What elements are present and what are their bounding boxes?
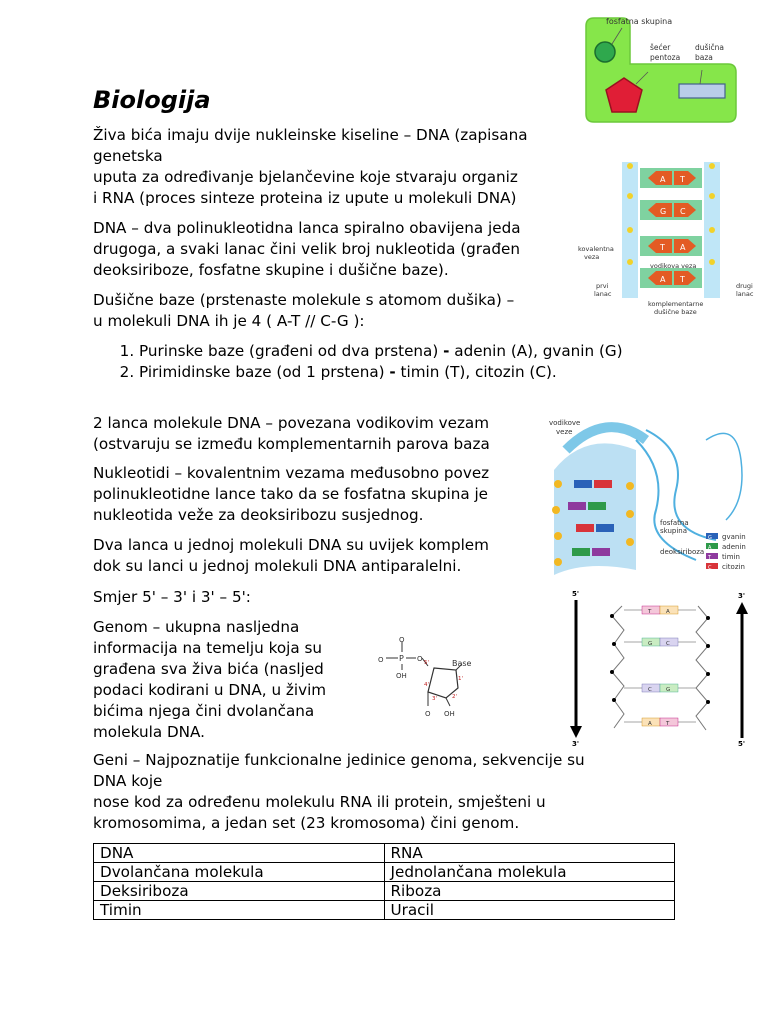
text-line: građena sva živa bića (nasljed [93, 660, 324, 678]
base-rectangle [679, 84, 725, 98]
direction-label: 3' [738, 592, 746, 600]
text-line: informacija na temelju koja su [93, 639, 323, 657]
carbon-number: 4' [424, 682, 430, 688]
phosphate-dot [626, 510, 634, 518]
base-label: dušična [695, 43, 724, 52]
base-letter: T [666, 721, 670, 727]
phosphate-dot [554, 480, 562, 488]
phosphate-dot [706, 672, 710, 676]
oxygen-label: O [425, 710, 431, 718]
direction-label: 5' [738, 740, 746, 748]
base-pair-row [640, 200, 702, 220]
phosphate-dot [706, 644, 710, 648]
text-line: podaci kodirani u DNA, u živim [93, 681, 327, 699]
phosphate-dot [627, 259, 633, 265]
phosphate-dot [610, 614, 614, 618]
table-row [94, 901, 675, 920]
base-letter: A [666, 609, 670, 615]
paragraph-dna-chains [93, 218, 521, 281]
base-block [576, 524, 594, 532]
paragraph-hydrogen-bonds [93, 413, 490, 455]
table-cell: DNA [94, 844, 385, 863]
covalent-bond-label: veza [584, 253, 600, 261]
text-line: kromosomima, a jedan set (23 kromosoma) čini genom. [93, 814, 520, 832]
phosphate-dot [610, 670, 614, 674]
base-letter: T [648, 609, 652, 615]
base-pair [624, 606, 696, 615]
nucleotide-figure [582, 12, 742, 127]
hydrogen-bond-label: vodikova veza [650, 262, 697, 270]
text-line: Dva lanca u jednoj molekuli DNA su uvijek komplem [93, 536, 489, 554]
list-item [139, 362, 679, 383]
paragraph-direction [93, 587, 251, 608]
direction-label: 5' [572, 590, 580, 598]
paragraph-antiparallel [93, 535, 489, 577]
first-chain-label: lanac [594, 290, 612, 298]
legend-label: timin [722, 553, 740, 561]
phosphate-dot [627, 163, 633, 169]
arrow-head-icon [570, 726, 582, 738]
complementary-bases-label: komplementarne [648, 300, 704, 308]
hydrogen-bonds-label: vodikove [549, 419, 581, 427]
base-pair [624, 638, 696, 647]
sugar-label: pentoza [650, 53, 681, 62]
text-line: Genom – ukupna nasljedna [93, 618, 300, 636]
list-item-dash: - [443, 342, 450, 360]
table-cell: Timin [94, 901, 385, 920]
text-line: bićima njega čini dvolančana [93, 702, 315, 720]
phosphate-dot [706, 616, 710, 620]
hydroxyl-label: OH [396, 672, 407, 680]
phosphate-dot [612, 642, 616, 646]
phosphorus-label: P [399, 654, 404, 663]
carbon-number: 1' [458, 676, 464, 682]
nucleotide-background [586, 18, 736, 122]
legend-label: adenin [722, 543, 746, 551]
hydroxyl-label: OH [444, 710, 455, 718]
sugar-label: šećer [650, 43, 671, 52]
phosphate-dot [554, 532, 562, 540]
base-pair [624, 684, 696, 693]
phosphate-dot [709, 163, 715, 169]
text-line: i RNA (proces sinteze proteina iz upute u molekuli DNA) [93, 189, 517, 207]
legend-letter: A [708, 545, 712, 551]
phosphate-circle [595, 42, 615, 62]
base-block [574, 480, 592, 488]
paragraph-nucleic-acids [93, 125, 528, 209]
text-line: Nukleotidi – kovalentnim vezama međusobno povez [93, 464, 490, 482]
table-cell: Uracil [384, 901, 675, 920]
base-block [588, 502, 606, 510]
table-row [94, 863, 675, 882]
direction-label: 3' [572, 740, 580, 748]
carbon-number: 5' [424, 660, 430, 666]
base-block [596, 524, 614, 532]
second-chain-label: drugi [736, 282, 753, 290]
phosphate-dot [709, 193, 715, 199]
phosphate-group-label: fosfatna [660, 519, 689, 527]
legend-label: gvanin [722, 533, 746, 541]
base-label: baza [695, 53, 713, 62]
base-letter: T [680, 175, 685, 184]
carbon-number: 3' [432, 696, 438, 702]
phosphate-dot [626, 482, 634, 490]
oxygen-label: O [399, 636, 405, 644]
left-backbone [612, 606, 624, 728]
text-line: DNA – dva polinukleotidna lanca spiralno obavijena jeda [93, 219, 521, 237]
list-item-text: adenin (A), gvanin (G) [449, 342, 623, 360]
text-line: u molekuli DNA ih je 4 ( A-T // C-G ): [93, 312, 365, 330]
second-chain-label: lanac [736, 290, 754, 298]
phosphate-dot [627, 227, 633, 233]
text-line: Smjer 5' – 3' i 3' – 5': [93, 588, 251, 606]
phosphate-dot [612, 698, 616, 702]
arrow-head-icon [736, 602, 748, 614]
text-line: drugoga, a svaki lanac čini velik broj nukleotida (građen [93, 240, 520, 258]
phosphate-dot [626, 538, 634, 546]
list-item [139, 341, 679, 362]
legend-letter: C [708, 565, 712, 571]
right-backbone [696, 606, 708, 730]
table-cell: Dvolančana molekula [94, 863, 385, 882]
table-cell: Jednolančana molekula [384, 863, 675, 882]
base-pair [624, 718, 696, 727]
table-cell: Deksiriboza [94, 882, 385, 901]
text-line: nukleotida veže za deoksiribozu susjednog. [93, 506, 424, 524]
first-chain-label: prvi [596, 282, 609, 290]
base-pair-row [640, 236, 702, 256]
base-pair-row [640, 268, 702, 288]
base-block [592, 548, 610, 556]
base-letter: A [648, 721, 652, 727]
paragraph-genes [93, 750, 585, 834]
list-item-dash: - [389, 363, 396, 381]
text-line: dok su lanci u jednoj molekuli DNA antiparalelni. [93, 557, 462, 575]
text-line: uputa za određivanje bjelančevine koje stvaraju organiz [93, 168, 518, 186]
text-line: Geni – Najpoznatije funkcionalne jedinice genoma, sekvencije su [93, 751, 585, 769]
table-row [94, 844, 675, 863]
base-letter: A [680, 243, 686, 252]
phosphate-dot [709, 227, 715, 233]
base-letter: G [666, 687, 671, 693]
deoxyribose-label: deoksiriboza [660, 548, 705, 556]
base-letter: A [660, 175, 666, 184]
deoxyribose-figure [372, 636, 482, 722]
base-letter: G [660, 207, 667, 216]
phosphate-o-label: O [378, 656, 384, 664]
covalent-bond-label: kovalentna [578, 245, 614, 253]
base-letter: T [680, 275, 685, 284]
legend-letter: T [708, 555, 712, 561]
base-block [572, 548, 590, 556]
legend-letter: G [708, 535, 712, 541]
text-line: Dušične baze (prstenaste molekule s atomom dušika) – [93, 291, 515, 309]
table-cell: RNA [384, 844, 675, 863]
list-item-text: Pirimidinske baze (od 1 prstena) [139, 363, 390, 381]
phosphate-label: fosfatna skupina [606, 17, 673, 26]
phosphate-dot [554, 558, 562, 566]
text-line: molekula DNA. [93, 723, 205, 741]
base-label: Base [452, 659, 472, 668]
legend-label: citozin [722, 563, 745, 571]
list-item-text: Purinske baze (građeni od dva prstena) [139, 342, 444, 360]
text-line: Živa bića imaju dvije nukleinske kiseline – DNA (zapisana [93, 126, 528, 144]
text-line: DNA koje [93, 772, 163, 790]
base-letter: A [660, 275, 666, 284]
phosphate-dot [552, 506, 560, 514]
dna-ladder-figure [578, 156, 754, 321]
bases-list [118, 341, 679, 383]
base-letter: C [680, 207, 686, 216]
phosphate-dot [627, 193, 633, 199]
oxygen-label: O [417, 655, 423, 663]
table-row [94, 882, 675, 901]
carbon-number: 2' [452, 694, 458, 700]
phosphate-group-label: skupina [660, 527, 688, 535]
base-pair-row [640, 168, 702, 188]
dna-rna-table [93, 843, 675, 920]
phosphate-dot [709, 259, 715, 265]
base-letter: G [648, 641, 653, 647]
text-line: nose kod za određenu molekulu RNA ili protein, smješteni u [93, 793, 546, 811]
base-letter: C [666, 641, 670, 647]
base-letter: C [648, 687, 652, 693]
base-letter: T [660, 243, 665, 252]
complementary-bases-label: dušične baze [654, 308, 697, 316]
text-line: (ostvaruju se između komplementarnih parova baza [93, 435, 490, 453]
text-line: polinukleotidne lance tako da se fosfatna skupina je [93, 485, 489, 503]
base-block [568, 502, 586, 510]
text-line: genetska [93, 147, 163, 165]
double-helix-figure [546, 410, 756, 580]
bond-line [446, 698, 450, 706]
text-line: 2 lanca molekule DNA – povezana vodikovim vezam [93, 414, 490, 432]
hydrogen-bonds-label: veze [556, 428, 573, 436]
paragraph-nitrogen-bases [93, 290, 514, 332]
phosphate-dot [706, 700, 710, 704]
page-title: Biologija [93, 86, 211, 114]
text-line: deoksiriboze, fosfatne skupine i dušične baze). [93, 261, 449, 279]
paragraph-genome [93, 617, 326, 743]
antiparallel-figure [566, 588, 754, 748]
list-item-text: timin (T), citozin (C). [395, 363, 557, 381]
table-cell: Riboza [384, 882, 675, 901]
base-block [594, 480, 612, 488]
paragraph-nucleotides [93, 463, 489, 526]
